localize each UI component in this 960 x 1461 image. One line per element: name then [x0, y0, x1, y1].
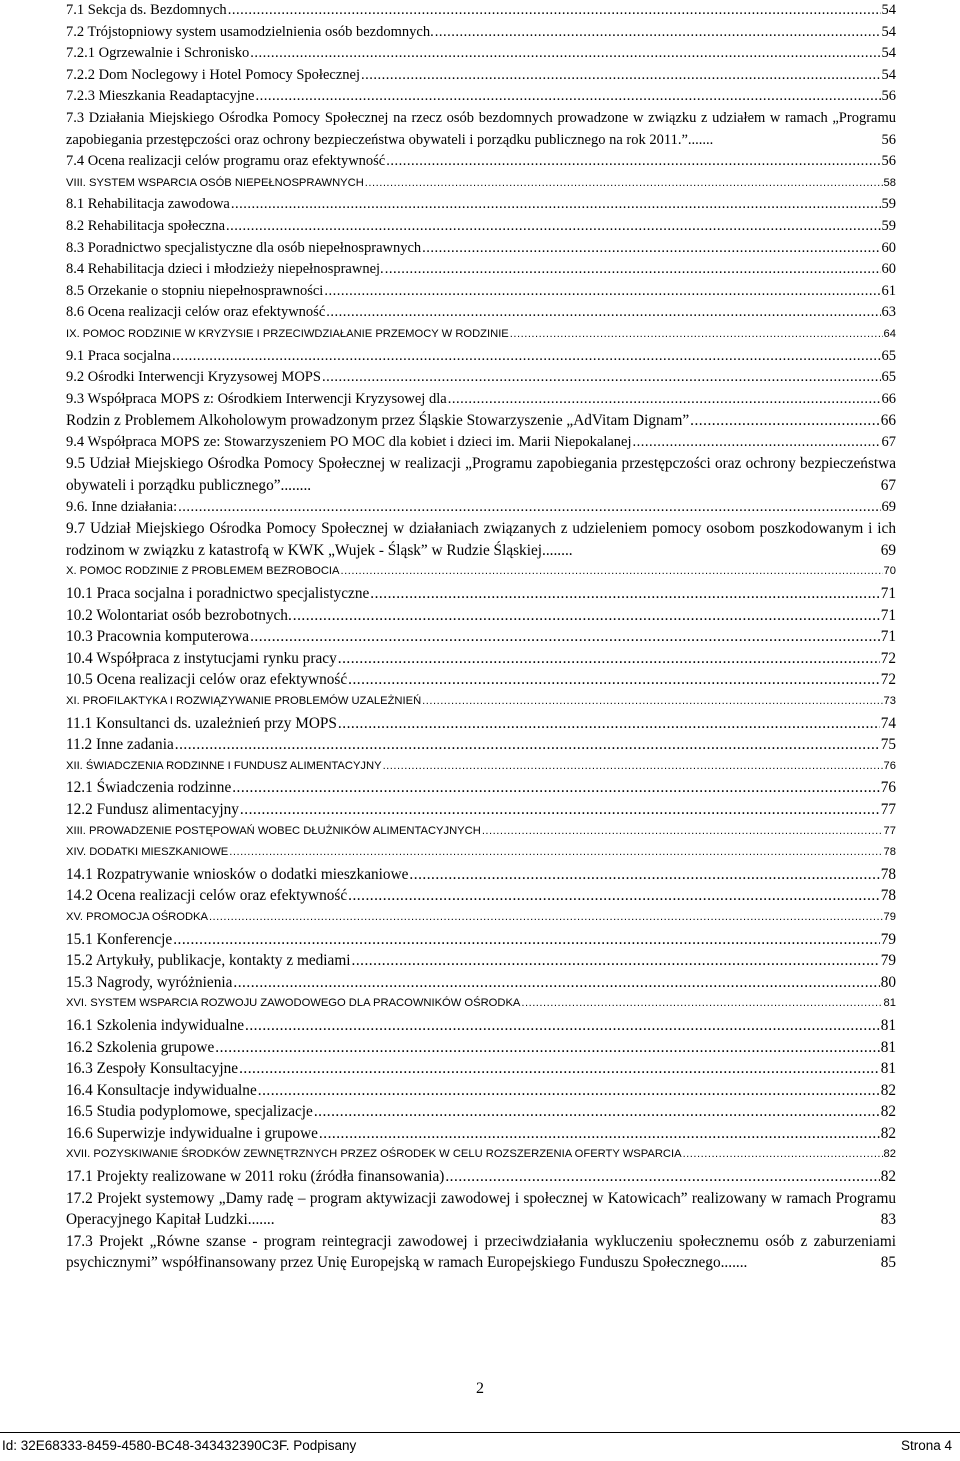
toc-entry[interactable] — [66, 864, 896, 886]
toc-entry-title: 8.4 Rehabilitacja dzieci i młodzieży niepełnosprawnej. — [66, 261, 384, 278]
toc-entry[interactable] — [66, 1080, 896, 1102]
toc-entry-page: 82 — [880, 1168, 896, 1186]
toc-leader-dots — [445, 1166, 879, 1188]
toc-entry-page: 79 — [880, 952, 896, 970]
toc-entry-page: 67 — [881, 433, 896, 450]
toc-entry-title: 16.5 Studia podyplomowe, specjalizacje — [66, 1103, 313, 1121]
toc-entry-title: 7.2.1 Ogrzewalnie i Schronisko — [66, 45, 250, 62]
toc-entry-title: 9.4 Współpraca MOPS ze: Stowarzyszeniem PO MOC dla kobiet i dzieci im. Marii Niepokalanej — [66, 433, 632, 450]
toc-entry-page: 59 — [881, 217, 896, 234]
toc-leader-dots — [215, 1037, 879, 1059]
toc-entry[interactable] — [66, 346, 896, 368]
toc-entry-page: 76 — [880, 779, 896, 797]
toc-entry-title: XI. PROFILAKTYKA I ROZWIĄZYWANIE PROBLEMÓW UZALEŻNIEŃ — [66, 695, 422, 707]
toc-entry-page: 81 — [880, 1038, 896, 1056]
toc-entry-title: 7.3 Działania Miejskiego Ośrodka Pomocy Społecznej na rzecz osób bezdomnych prowadzone w związku z udziałem w ramach „Programu zapobiegania przestępczości oraz ochrony bezpieczeństwa obywateli i porządku publicznego na rok 2011.” — [66, 109, 896, 148]
toc-entry-page: 63 — [881, 304, 896, 321]
toc-entry-page: 56 — [881, 88, 896, 105]
toc-entry-page: 71 — [880, 585, 896, 603]
toc-entry[interactable] — [66, 561, 896, 583]
toc-entry-page: 79 — [883, 910, 896, 923]
toc-leader-dots — [348, 669, 880, 691]
toc-entry[interactable] — [66, 648, 896, 670]
toc-entry-title: 17.2 Projekt systemowy „Damy radę – program aktywizacji zawodowej i społecznej w Katowicach” realizowany w ramach Programu Operacyjnego Kapitał Ludzki — [66, 1189, 896, 1229]
toc-entry[interactable] — [66, 216, 896, 238]
toc-leader-dots — [338, 648, 880, 670]
toc-entry[interactable] — [66, 367, 896, 389]
toc-entry-title: 10.1 Praca socjalna i poradnictwo specjalistyczne — [66, 585, 370, 603]
toc-entry[interactable] — [66, 993, 896, 1015]
toc-entry-page: 64 — [883, 327, 896, 340]
toc-entry[interactable] — [66, 1144, 896, 1166]
toc-entry[interactable] — [66, 929, 896, 951]
toc-leader-dots — [683, 1144, 883, 1166]
toc-leader-dots — [293, 605, 880, 627]
toc-leader-dots — [172, 346, 880, 368]
toc-leader-dots — [226, 216, 880, 238]
toc-entry-page: 73 — [883, 695, 896, 707]
toc-leader-dots — [633, 432, 881, 454]
toc-entry[interactable] — [66, 1015, 896, 1037]
toc-entry[interactable] — [66, 1123, 896, 1145]
toc-entry-title: 12.1 Świadczenia rodzinne — [66, 779, 232, 797]
toc-entry-page: 54 — [881, 66, 896, 83]
toc-entry-page: 79 — [880, 930, 896, 948]
toc-leader-dots — [326, 302, 880, 324]
toc-entry-page: 77 — [880, 800, 896, 818]
footer-page-label: Strona 4 — [900, 1438, 952, 1453]
toc-entry-page: 82 — [880, 1103, 896, 1121]
toc-entry-title: XV. PROMOCJA OŚRODKA — [66, 910, 208, 923]
toc-entry[interactable] — [66, 324, 896, 346]
toc-leader-dots — [233, 972, 879, 994]
toc-entry-title: 7.1 Sekcja ds. Bezdomnych — [66, 2, 227, 18]
toc-entry-page: 78 — [883, 846, 896, 859]
toc-entry[interactable] — [66, 410, 896, 432]
toc-entry-page: 61 — [881, 282, 896, 299]
toc-leader-dots — [510, 324, 883, 346]
toc-entry[interactable] — [66, 238, 896, 260]
toc-entry-title: XIV. DODATKI MIESZKANIOWE — [66, 846, 229, 859]
toc-entry-title: 16.2 Szkolenia grupowe — [66, 1038, 215, 1056]
toc-leader-dots — [352, 950, 880, 972]
toc-entry[interactable] — [66, 713, 896, 735]
toc-leader-dots — [228, 0, 881, 22]
toc-entry-title: 14.1 Rozpatrywanie wniosków o dodatki mieszkaniowe — [66, 865, 409, 883]
toc-entry-page: 72 — [880, 671, 896, 689]
toc-entry[interactable] — [66, 43, 896, 65]
toc-leader-dots: ....... — [545, 541, 573, 559]
toc-leader-dots — [250, 626, 880, 648]
toc-leader-dots — [338, 713, 880, 735]
footer — [2, 1438, 952, 1453]
toc-entry[interactable] — [66, 669, 896, 691]
toc-entry-page: 72 — [880, 649, 896, 667]
toc-entry-page: 67 — [880, 477, 896, 495]
toc-entry[interactable] — [66, 302, 896, 324]
toc-entry-page: 65 — [881, 347, 896, 364]
toc-entry-page: 81 — [883, 997, 896, 1010]
toc-leader-dots — [448, 389, 881, 411]
toc-entry-page: 56 — [881, 153, 896, 170]
toc-leader-dots — [175, 734, 880, 756]
toc-leader-dots — [521, 993, 882, 1015]
toc-leader-dots — [348, 885, 880, 907]
toc-leader-dots: ....... — [247, 1211, 275, 1229]
toc-entry[interactable] — [66, 1231, 896, 1274]
page-number: 2 — [476, 1380, 484, 1397]
toc-entry[interactable] — [66, 885, 896, 907]
toc-entry-title: 16.1 Szkolenia indywidualne — [66, 1016, 245, 1034]
toc-entry[interactable] — [66, 453, 896, 496]
toc-entry-title: 10.4 Współpraca z instytucjami rynku pracy — [66, 649, 337, 667]
toc-entry-title: X. POMOC RODZINIE Z PROBLEMEM BEZROBOCIA — [66, 565, 340, 578]
toc-entry-page: 60 — [881, 239, 896, 256]
toc-entry[interactable] — [66, 907, 896, 929]
toc-entry-title: 10.2 Wolontariat osób bezrobotnych. — [66, 606, 292, 624]
toc-entry[interactable] — [66, 734, 896, 756]
toc-entry-title: 11.2 Inne zadania — [66, 736, 174, 754]
toc-entry-page: 77 — [883, 824, 896, 837]
toc-entry-page: 78 — [880, 865, 896, 883]
toc-entry-page: 83 — [880, 1211, 896, 1229]
toc-entry-page: 75 — [880, 736, 896, 754]
toc-entry-page: 71 — [880, 606, 896, 624]
toc-entry-title: XVII. POZYSKIWANIE ŚRODKÓW ZEWNĘTRZNYCH PRZEZ OŚRODEK W CELU ROZSZERZENIA OFERTY WSPARCIA — [66, 1148, 682, 1161]
toc-leader-dots — [240, 799, 880, 821]
toc-entry-title: 8.2 Rehabilitacja społeczna — [66, 217, 226, 234]
toc-entry[interactable] — [66, 194, 896, 216]
toc-entry-title: 8.3 Poradnictwo specjalistyczne dla osób niepełnosprawnych — [66, 239, 422, 256]
toc-leader-dots — [409, 864, 879, 886]
toc-leader-dots — [239, 1058, 880, 1080]
toc-leader-dots — [232, 777, 879, 799]
toc-entry-title: 12.2 Fundusz alimentacyjny — [66, 800, 239, 818]
toc-entry[interactable] — [66, 151, 896, 173]
toc-entry-title: Rodzin z Problemem Alkoholowym prowadzonym przez Śląskie Stowarzyszenie „AdVitam Dignam” — [66, 412, 690, 430]
toc-entry-title: 9.3 Współpraca MOPS z: Ośrodkiem Interwencji Kryzysowej dla — [66, 390, 447, 407]
toc-entry-page: 65 — [881, 369, 896, 386]
toc-entry-page: 82 — [883, 1148, 896, 1161]
toc-entry-page: 66 — [881, 390, 896, 407]
toc-entry-page: 85 — [880, 1254, 896, 1272]
toc-leader-dots — [365, 173, 883, 195]
toc-leader-dots: ....... — [687, 131, 714, 148]
toc-entry[interactable] — [66, 1037, 896, 1059]
toc-leader-dots — [319, 1123, 880, 1145]
toc-entry[interactable] — [66, 432, 896, 454]
toc-entry-title: 7.2.3 Mieszkania Readaptacyjne — [66, 88, 255, 105]
toc-entry-title: XIII. PROWADZENIE POSTĘPOWAŃ WOBEC DŁUŻNIKÓW ALIMENTACYJNYCH — [66, 824, 481, 837]
toc-entry-page: 78 — [880, 887, 896, 905]
toc-leader-dots — [245, 1015, 880, 1037]
toc-entry[interactable] — [66, 756, 896, 778]
toc-leader-dots — [435, 22, 881, 44]
toc-leader-dots — [690, 410, 880, 432]
toc-leader-dots — [422, 691, 882, 713]
toc-entry[interactable] — [66, 1101, 896, 1123]
toc-entry-page: 54 — [881, 45, 896, 62]
toc-entry-page: 69 — [881, 498, 896, 515]
toc-entry[interactable] — [66, 691, 896, 713]
toc-entry[interactable] — [66, 281, 896, 303]
toc-leader-dots — [250, 43, 880, 65]
toc-leader-dots — [231, 194, 881, 216]
toc-entry[interactable] — [66, 497, 896, 519]
toc-entry-title: 9.7 Udział Miejskiego Ośrodka Pomocy Społecznej w działaniach związanych z udzieleniem pomocy osobom poszkodowanym i ich rodzinom w związku z katastrofą w KWK „Wujek - Śląsk” w Rudzie Śląskiej. — [66, 520, 896, 559]
toc-entry[interactable] — [66, 86, 896, 108]
toc-entry-page: 69 — [880, 541, 896, 559]
toc-entry-page: 76 — [883, 759, 896, 772]
toc-leader-dots — [255, 86, 880, 108]
toc-entry-page: 80 — [880, 973, 896, 991]
toc-leader-dots — [173, 929, 880, 951]
toc-entry-title: 10.5 Ocena realizacji celów oraz efektywność — [66, 671, 348, 689]
toc-entry-title: 15.1 Konferencje — [66, 930, 173, 948]
toc-entry-page: 59 — [881, 196, 896, 213]
toc-entry-page: 70 — [883, 565, 896, 578]
toc-entry-title: 9.5 Udział Miejskiego Ośrodka Pomocy Społecznej w realizacji „Programu zapobiegania przestępczości oraz ochrony bezpieczeństwa obywateli i porządku publicznego”. — [66, 455, 896, 495]
toc-leader-dots — [383, 756, 883, 778]
toc-entry-title: 8.6 Ocena realizacji celów oraz efektywność — [66, 304, 326, 321]
toc-leader-dots — [341, 561, 883, 583]
toc-entry-title: 14.2 Ocena realizacji celów oraz efektywność — [66, 887, 348, 905]
toc-leader-dots — [314, 1101, 880, 1123]
toc-entry-title: XII. ŚWIADCZENIA RODZINNE I FUNDUSZ ALIMENTACYJNY — [66, 759, 382, 772]
toc-entry-title: 10.3 Pracownia komputerowa — [66, 628, 250, 646]
toc-entry[interactable] — [66, 583, 896, 605]
toc-leader-dots — [422, 238, 880, 260]
toc-entry-page: 58 — [883, 176, 896, 189]
toc-entry-page: 82 — [880, 1081, 896, 1099]
toc-leader-dots — [482, 821, 883, 843]
toc-entry-title: VIII. SYSTEM WSPARCIA OSÓB NIEPEŁNOSPRAWNYCH — [66, 176, 364, 189]
toc-entry-page: 66 — [880, 412, 896, 430]
toc-entry-page: 82 — [880, 1124, 896, 1142]
toc-entry[interactable] — [66, 821, 896, 843]
toc-entry-page: 71 — [880, 628, 896, 646]
toc-entry[interactable] — [66, 65, 896, 87]
toc-entry-title: XVI. SYSTEM WSPARCIA ROZWOJU ZAWODOWEGO DLA PRACOWNIKÓW OŚRODKA — [66, 997, 521, 1010]
toc-entry[interactable] — [66, 950, 896, 972]
toc-leader-dots — [385, 259, 881, 281]
toc-entry[interactable] — [66, 626, 896, 648]
toc-leader-dots — [322, 367, 881, 389]
toc-leader-dots — [324, 281, 880, 303]
toc-entry-page: 81 — [880, 1060, 896, 1078]
toc-leader-dots — [361, 65, 881, 87]
toc-entry-page: 81 — [880, 1016, 896, 1034]
toc-leader-dots — [386, 151, 880, 173]
toc-leader-dots — [258, 1080, 880, 1102]
toc-entry[interactable] — [66, 1166, 896, 1188]
toc-entry[interactable] — [66, 777, 896, 799]
toc-entry[interactable] — [66, 108, 896, 151]
toc-entry-title: 15.3 Nagrody, wyróżnienia — [66, 973, 233, 991]
toc-entry-title: 8.5 Orzekanie o stopniu niepełnosprawności — [66, 282, 324, 299]
footer-divider — [0, 1432, 960, 1433]
toc-entry-title: 11.1 Konsultanci ds. uzależnień przy MOPS — [66, 714, 337, 732]
toc-leader-dots — [370, 583, 879, 605]
toc-entry-title: 17.1 Projekty realizowane w 2011 roku (źródła finansowania) — [66, 1168, 445, 1186]
toc-entry-title: 16.6 Superwizje indywidualne i grupowe — [66, 1124, 318, 1142]
toc-entry-title: IX. POMOC RODZINIE W KRYZYSIE I PRZECIWDZIAŁANIE PRZEMOCY W RODZINIE — [66, 327, 509, 340]
toc-entry[interactable] — [66, 972, 896, 994]
toc-entry[interactable] — [66, 22, 896, 44]
toc-entry[interactable] — [66, 518, 896, 561]
toc-leader-dots: ....... — [720, 1254, 748, 1272]
toc-entry[interactable] — [66, 842, 896, 864]
toc-entry-title: 7.2 Trójstopniowy system usamodzielnienia osób bezdomnych. — [66, 23, 434, 40]
toc-entry-title: 16.3 Zespoły Konsultacyjne — [66, 1060, 239, 1078]
toc-entry[interactable] — [66, 389, 896, 411]
toc-entry-title: 7.2.2 Dom Noclegowy i Hotel Pomocy Społecznej — [66, 66, 360, 83]
toc-entry[interactable] — [66, 1058, 896, 1080]
toc-entry-title: 7.4 Ocena realizacji celów programu oraz efektywność — [66, 153, 386, 170]
toc-leader-dots — [229, 842, 882, 864]
toc-entry[interactable] — [66, 1188, 896, 1231]
table-of-contents — [66, 0, 896, 1274]
toc-entry-page: 54 — [881, 2, 896, 18]
toc-entry-title: 9.2 Ośrodki Interwencji Kryzysowej MOPS — [66, 369, 321, 386]
footer-document-id: Id: 32E68333-8459-4580-BC48-343432390C3F. Podpisany — [2, 1438, 357, 1453]
toc-leader-dots — [209, 907, 883, 929]
toc-leader-dots: ....... — [284, 477, 312, 495]
toc-entry-title: 9.1 Praca socjalna — [66, 347, 172, 364]
toc-entry-page: 54 — [881, 23, 896, 40]
toc-entry-title: 15.2 Artykuły, publikacje, kontakty z mediami — [66, 952, 351, 970]
toc-leader-dots — [178, 497, 880, 519]
toc-entry[interactable] — [66, 605, 896, 627]
toc-entry-page: 60 — [881, 261, 896, 278]
toc-entry-title: 8.1 Rehabilitacja zawodowa — [66, 196, 230, 213]
toc-entry-page: 56 — [881, 131, 896, 148]
toc-entry-title: 9.6. Inne działania: — [66, 498, 178, 515]
toc-entry[interactable] — [66, 0, 896, 22]
toc-entry[interactable] — [66, 173, 896, 195]
toc-entry-page: 74 — [880, 714, 896, 732]
toc-entry[interactable] — [66, 259, 896, 281]
toc-entry[interactable] — [66, 799, 896, 821]
toc-entry-title: 16.4 Konsultacje indywidualne — [66, 1081, 257, 1099]
toc-entry-title: 17.3 Projekt „Równe szanse - program reintegracji zawodowej i przeciwdziałania wykluczeniu społecznemu osób z zaburzeniami psychicznymi” współfinansowany przez Unię Europejską w ramach Europejskiego Funduszu Społecznego — [66, 1232, 896, 1272]
